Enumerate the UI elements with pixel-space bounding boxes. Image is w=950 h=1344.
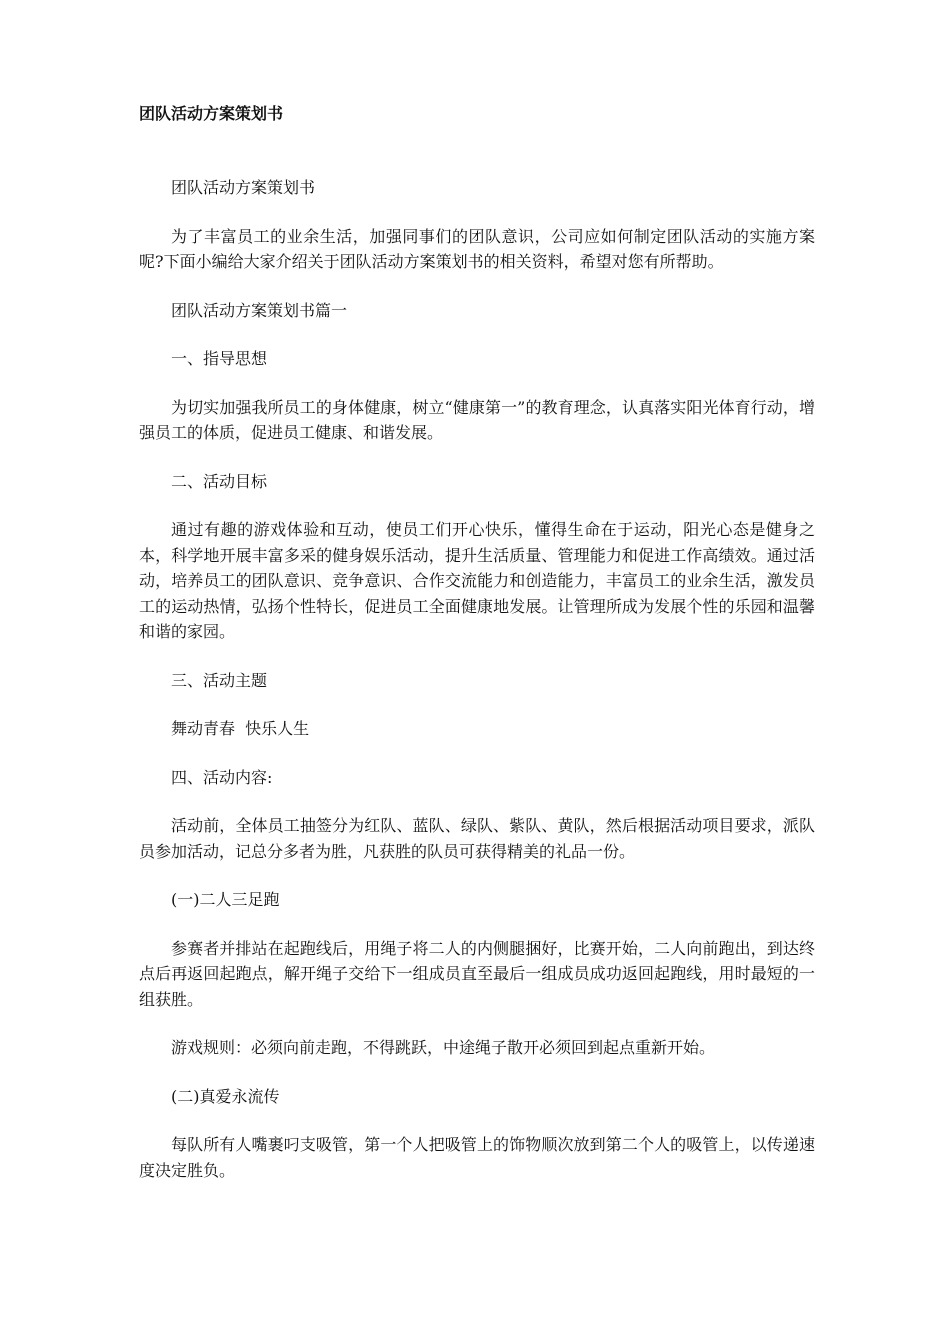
- paragraph-guiding-thought: 为切实加强我所员工的身体健康，树立“健康第一”的教育理念，认真落实阳光体育行动，增强员工的体质，促进员工健康、和谐发展。: [139, 397, 815, 442]
- paragraph-three-legged-race: 参赛者并排站在起跑线后，用绳子将二人的内侧腿捆好，比赛开始，二人向前跑出，到达终点后再返回起跑点，解开绳子交给下一组成员直至最后一组成员成功返回起跑线，用时最短的一组获胜。: [139, 938, 815, 1009]
- heading-activity-goals: 二、活动目标: [171, 471, 268, 491]
- heading-activity-theme: 三、活动主题: [171, 670, 268, 690]
- section-title: 团队活动方案策划书: [171, 178, 316, 197]
- heading-true-love: (二)真爱永流传: [171, 1086, 280, 1106]
- chapter-heading: 团队活动方案策划书篇一: [171, 300, 348, 320]
- paragraph-activity-goals: 通过有趣的游戏体验和互动，使员工们开心快乐，懂得生命在于运动，阳光心态是健身之本，科学地开展丰富多采的健身娱乐活动，提升生活质量、管理能力和促进工作高绩效。通过活动，培养员工的团队意识、竞争意识、合作交流能力和创造能力，丰富员工的业余生活，激发员工的运动热情，弘扬个性特长，促进员工全面健康地发展。让管理所成为发展个性的乐园和温馨和谐的家园。: [139, 520, 815, 641]
- heading-activity-content: 四、活动内容:: [171, 767, 273, 787]
- intro-paragraph: 为了丰富员工的业余生活，加强同事们的团队意识，公司应如何制定团队活动的实施方案呢?下面小编给大家介绍关于团队活动方案策划书的相关资料，希望对您有所帮助。: [139, 226, 815, 271]
- document-title: 团队活动方案策划书: [139, 104, 284, 123]
- paragraph-game-rules: 游戏规则：必须向前走跑，不得跳跃，中途绳子散开必须回到起点重新开始。: [171, 1038, 716, 1057]
- heading-three-legged-race: (一)二人三足跑: [171, 890, 280, 909]
- paragraph-true-love: 每队所有人嘴裹叼支吸管，第一个人把吸管上的饰物顺次放到第二个人的吸管上，以传递速度决定胜负。: [139, 1135, 815, 1180]
- paragraph-activity-theme: 舞动青春 快乐人生: [171, 719, 310, 738]
- heading-guiding-thought: 一、指导思想: [171, 349, 268, 368]
- paragraph-activity-content: 活动前，全体员工抽签分为红队、蓝队、绿队、紫队、黄队，然后根据活动项目要求，派队员参加活动，记总分多者为胜，凡获胜的队员可获得精美的礼品一份。: [139, 816, 815, 861]
- document-body: [139, 175, 815, 1206]
